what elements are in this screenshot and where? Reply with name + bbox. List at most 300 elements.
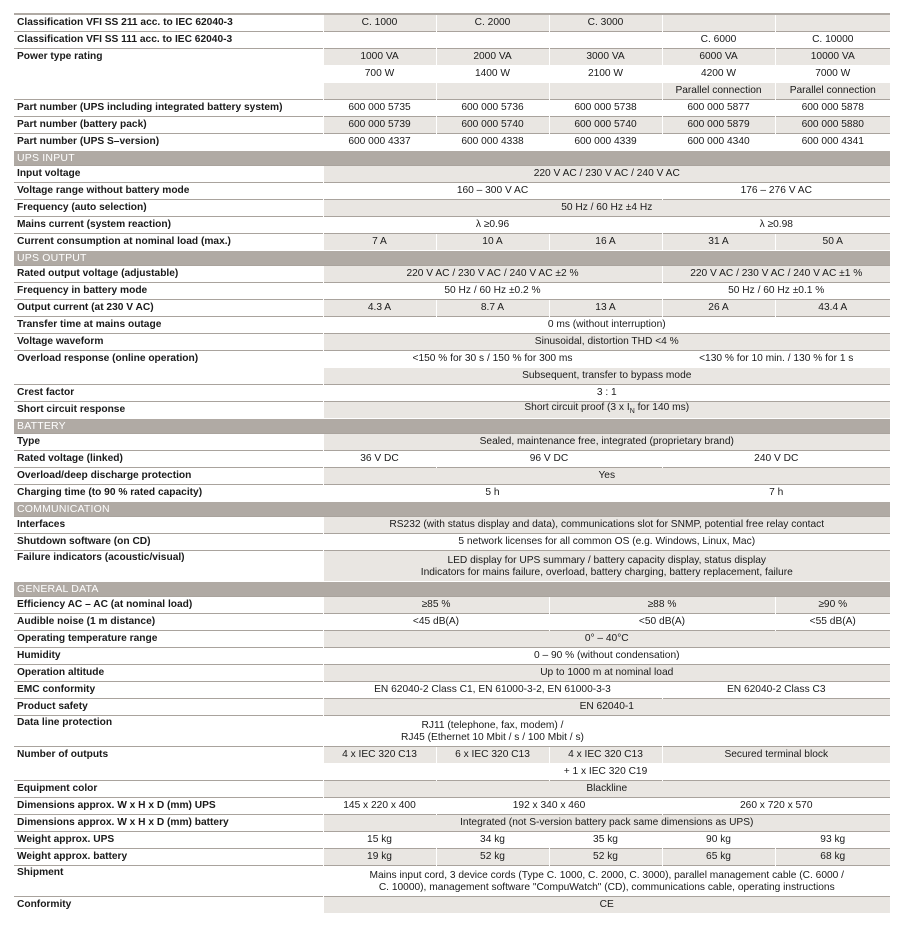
spec-row <box>14 866 890 897</box>
spec-value <box>323 682 662 699</box>
spec-label: Frequency in battery mode <box>14 283 323 300</box>
spec-value-text: 220 V AC / 230 V AC / 240 V AC <box>533 168 680 179</box>
section-title: GENERAL DATA <box>14 582 890 597</box>
spec-value <box>323 614 549 631</box>
spec-value-text: 90 kg <box>706 834 731 846</box>
spec-value-text: Up to 1000 m at nominal load <box>540 667 674 679</box>
spec-value-text: 6000 VA <box>699 51 738 62</box>
spec-value <box>436 49 549 66</box>
spec-label: Weight approx. battery <box>14 849 323 866</box>
ups-spec-table <box>14 13 890 914</box>
spec-label: Frequency (auto selection) <box>14 200 323 217</box>
spec-value <box>323 597 549 614</box>
spec-value <box>323 368 890 385</box>
spec-label: Humidity <box>14 648 323 665</box>
spec-value-text: 600 000 4341 <box>801 136 864 147</box>
spec-value <box>662 283 890 300</box>
spec-value <box>323 631 890 648</box>
spec-row <box>14 32 890 49</box>
spec-row <box>14 517 890 534</box>
spec-row <box>14 468 890 485</box>
spec-row <box>14 385 890 402</box>
spec-value <box>662 300 775 317</box>
spec-label: Rated output voltage (adjustable) <box>14 266 323 283</box>
spec-value-text: 240 V DC <box>754 453 799 465</box>
spec-value <box>775 49 890 66</box>
spec-value <box>662 849 775 866</box>
spec-value-text-line2: C. 10000), management software "CompuWatch" (CD), communications cable, operating instructions <box>378 881 835 893</box>
spec-row <box>14 266 890 283</box>
spec-row <box>14 368 890 385</box>
spec-value <box>662 798 890 815</box>
section-header <box>14 419 890 434</box>
spec-value-text: 600 000 5740 <box>461 119 524 130</box>
spec-row <box>14 614 890 631</box>
spec-value <box>549 597 775 614</box>
spec-row <box>14 100 890 117</box>
spec-value <box>436 764 549 781</box>
spec-value-text: Short circuit proof (3 x I <box>524 402 630 413</box>
spec-value <box>549 66 662 83</box>
spec-value-text: 2100 W <box>587 68 624 79</box>
spec-label: Conformity <box>14 897 323 914</box>
spec-value <box>323 402 890 419</box>
spec-value <box>436 832 549 849</box>
spec-label: Overload response (online operation) <box>14 351 323 368</box>
spec-row <box>14 597 890 614</box>
spec-value-text: 600 000 5878 <box>801 102 864 113</box>
section-header <box>14 151 890 166</box>
spec-value-text: 50 Hz / 60 Hz ±0.1 % <box>728 285 825 296</box>
spec-label: Part number (UPS S–version) <box>14 134 323 151</box>
spec-table-body <box>14 14 890 914</box>
spec-label: Voltage waveform <box>14 334 323 351</box>
spec-value <box>323 434 890 451</box>
spec-row <box>14 699 890 716</box>
spec-value <box>323 32 436 49</box>
spec-value-text: 5 h <box>485 487 500 499</box>
spec-value <box>436 66 549 83</box>
spec-value-text: 36 V DC <box>360 453 399 465</box>
spec-value-text: 600 000 4338 <box>461 136 524 147</box>
spec-value-text: 10 A <box>482 236 503 247</box>
spec-label: Failure indicators (acoustic/visual) <box>14 551 323 582</box>
spec-value <box>662 832 775 849</box>
section-title: UPS OUTPUT <box>14 251 890 266</box>
spec-row <box>14 351 890 368</box>
spec-row <box>14 83 890 100</box>
spec-value-text: Secured terminal block <box>724 749 829 761</box>
spec-value-text: 1000 VA <box>360 51 399 62</box>
spec-value <box>775 134 890 151</box>
spec-label <box>14 764 323 781</box>
spec-value-text: C. 2000 <box>474 17 511 28</box>
spec-value-text: Mains input cord, 3 device cords (Type C. 1000, C. 2000, C. 3000), parallel management cable (C. 6000 / <box>369 870 845 882</box>
spec-value-text: 93 kg <box>820 834 846 846</box>
spec-value <box>775 614 890 631</box>
spec-value <box>323 234 436 251</box>
spec-value-text: LED display for UPS summary / battery capacity display, status display <box>447 555 767 567</box>
spec-value-text: <150 % for 30 s / 150 % for 300 ms <box>412 353 573 364</box>
spec-value <box>323 517 890 534</box>
spec-value <box>323 832 436 849</box>
spec-label: Operating temperature range <box>14 631 323 648</box>
spec-value <box>323 351 662 368</box>
spec-value-text: 15 kg <box>367 834 392 846</box>
spec-value <box>323 49 436 66</box>
spec-value-text: ≥88 % <box>647 599 677 611</box>
spec-value <box>323 468 890 485</box>
spec-value <box>549 764 662 781</box>
spec-value-text: 600 000 4337 <box>348 136 411 147</box>
spec-value-text: Yes <box>598 470 616 482</box>
spec-label: Classification VFI SS 211 acc. to IEC 62040-3 <box>14 14 323 32</box>
spec-label: Audible noise (1 m distance) <box>14 614 323 631</box>
spec-row <box>14 117 890 134</box>
spec-value <box>549 300 662 317</box>
spec-value-text: Parallel connection <box>675 85 762 96</box>
spec-value <box>436 14 549 32</box>
spec-value <box>662 451 890 468</box>
spec-value-text: 50 A <box>822 236 843 247</box>
spec-label: Power type rating <box>14 49 323 66</box>
spec-value-text: Parallel connection <box>789 85 876 96</box>
spec-value-text: + 1 x IEC 320 C19 <box>563 766 648 778</box>
spec-row <box>14 781 890 798</box>
spec-value-text: λ ≥0.98 <box>759 219 793 230</box>
spec-value-text: CE <box>599 899 614 911</box>
spec-value-text: 600 000 5735 <box>348 102 411 113</box>
spec-value-text: λ ≥0.96 <box>475 219 510 230</box>
spec-value <box>323 747 436 764</box>
spec-value-text: C. 1000 <box>361 17 398 28</box>
spec-value <box>323 183 662 200</box>
spec-value-text: 13 A <box>595 302 616 313</box>
spec-value-text: 0 – 90 % (without condensation) <box>533 650 680 662</box>
spec-row <box>14 183 890 200</box>
spec-row <box>14 402 890 419</box>
spec-value-text: 31 A <box>708 236 729 247</box>
section-title: BATTERY <box>14 419 890 434</box>
spec-value-text: 600 000 5739 <box>348 119 411 130</box>
spec-value <box>549 117 662 134</box>
spec-value-text: 43.4 A <box>818 302 848 313</box>
spec-value-text: 35 kg <box>593 834 618 846</box>
spec-value <box>323 485 662 502</box>
spec-value-text: Blackline <box>586 783 628 795</box>
spec-value <box>323 866 890 897</box>
spec-value <box>662 117 775 134</box>
spec-value <box>323 849 436 866</box>
spec-value-text: 160 – 300 V AC <box>456 185 529 196</box>
spec-label: Mains current (system reaction) <box>14 217 323 234</box>
spec-value-text: 600 000 5877 <box>687 102 750 113</box>
spec-value <box>662 682 890 699</box>
spec-value <box>549 614 775 631</box>
spec-value-text: 7000 W <box>815 68 851 79</box>
spec-value-text: 4.3 A <box>367 302 392 313</box>
spec-value-text: 16 A <box>595 236 616 247</box>
spec-value-text: EN 62040-2 Class C3 <box>726 684 826 696</box>
spec-value <box>323 100 436 117</box>
section-header <box>14 251 890 266</box>
spec-value-text: 96 V DC <box>529 453 569 465</box>
spec-label: Data line protection <box>14 716 323 747</box>
spec-value <box>436 234 549 251</box>
spec-value <box>549 134 662 151</box>
spec-value-text: 68 kg <box>820 851 846 863</box>
spec-value-text: Sealed, maintenance free, integrated (proprietary brand) <box>479 436 734 448</box>
spec-row <box>14 716 890 747</box>
spec-label: Shipment <box>14 866 323 897</box>
spec-value <box>323 134 436 151</box>
spec-label: Type <box>14 434 323 451</box>
spec-row <box>14 551 890 582</box>
spec-value <box>549 32 662 49</box>
spec-value <box>775 66 890 83</box>
spec-value-text: 600 000 5880 <box>801 119 864 130</box>
spec-value-text: Subsequent, transfer to bypass mode <box>522 370 692 381</box>
spec-value-text: 4200 W <box>700 68 737 79</box>
spec-value <box>436 117 549 134</box>
spec-value <box>549 14 662 32</box>
spec-value <box>775 597 890 614</box>
section-header <box>14 582 890 597</box>
spec-value-text: RS232 (with status display and data), communications slot for SNMP, potential free relay contact <box>389 519 825 531</box>
spec-value <box>549 849 662 866</box>
spec-value <box>775 300 890 317</box>
spec-value <box>323 534 890 551</box>
spec-row <box>14 485 890 502</box>
spec-value-text: Integrated (not S-version battery pack same dimensions as UPS) <box>460 817 754 829</box>
spec-label: Part number (UPS including integrated battery system) <box>14 100 323 117</box>
spec-row <box>14 14 890 32</box>
spec-value-text: 4 x IEC 320 C13 <box>342 749 417 761</box>
spec-row <box>14 648 890 665</box>
section-header <box>14 502 890 517</box>
spec-value <box>775 832 890 849</box>
spec-value <box>662 747 890 764</box>
spec-value-text: 220 V AC / 230 V AC / 240 V AC ±2 % <box>406 268 579 279</box>
spec-value <box>775 849 890 866</box>
spec-value-text-after: for 140 ms) <box>634 402 690 413</box>
spec-row <box>14 534 890 551</box>
spec-value <box>323 551 890 582</box>
spec-value <box>662 351 890 368</box>
spec-value <box>323 781 890 798</box>
spec-label: Part number (battery pack) <box>14 117 323 134</box>
spec-value <box>662 485 890 502</box>
spec-value <box>662 49 775 66</box>
spec-value <box>323 166 890 183</box>
spec-value-text: 19 kg <box>367 851 392 863</box>
spec-value <box>436 32 549 49</box>
spec-value <box>662 183 890 200</box>
spec-value-text: 700 W <box>364 68 395 79</box>
spec-value-text: 6 x IEC 320 C13 <box>455 749 530 761</box>
spec-value <box>662 217 890 234</box>
spec-row <box>14 682 890 699</box>
spec-value <box>436 849 549 866</box>
spec-value-text: 176 – 276 V AC <box>740 185 812 196</box>
spec-value <box>662 83 775 100</box>
spec-label: Input voltage <box>14 166 323 183</box>
spec-value <box>549 747 662 764</box>
spec-value-text: ≥90 % <box>818 599 848 611</box>
spec-value-text: <130 % for 10 min. / 130 % for 1 s <box>699 353 854 364</box>
spec-value-text: Sinusoidal, distortion THD <4 % <box>534 336 679 347</box>
spec-value-text: 52 kg <box>593 851 618 863</box>
spec-value-text: 8.7 A <box>480 302 505 313</box>
spec-value <box>323 451 436 468</box>
spec-value-text: 2000 VA <box>473 51 512 62</box>
spec-value <box>323 14 436 32</box>
spec-value <box>662 32 775 49</box>
spec-value <box>323 317 890 334</box>
spec-row <box>14 631 890 648</box>
spec-label: Weight approx. UPS <box>14 832 323 849</box>
spec-value <box>323 815 890 832</box>
spec-value <box>323 764 436 781</box>
spec-value <box>323 716 662 747</box>
spec-value-text: EN 62040-2 Class C1, EN 61000-3-2, EN 61000-3-3 <box>374 684 611 696</box>
spec-row <box>14 434 890 451</box>
spec-value <box>436 451 662 468</box>
spec-value <box>323 665 890 682</box>
spec-label: Number of outputs <box>14 747 323 764</box>
spec-value <box>436 134 549 151</box>
spec-value <box>775 100 890 117</box>
spec-value <box>436 100 549 117</box>
spec-value-text: 26 A <box>708 302 729 313</box>
spec-value-text: <45 dB(A) <box>412 616 460 628</box>
spec-value <box>323 798 436 815</box>
spec-value-text: 7 h <box>769 487 784 499</box>
spec-row <box>14 764 890 781</box>
spec-label: Short circuit response <box>14 402 323 419</box>
spec-value-text: 260 x 720 x 570 <box>739 800 813 812</box>
spec-value-text: <50 dB(A) <box>638 616 686 628</box>
spec-value <box>775 32 890 49</box>
spec-label: Shutdown software (on CD) <box>14 534 323 551</box>
spec-value <box>436 83 549 100</box>
spec-row <box>14 49 890 66</box>
spec-value-text: <55 dB(A) <box>809 616 856 628</box>
spec-value-subscript: N <box>629 408 635 416</box>
spec-label: Charging time (to 90 % rated capacity) <box>14 485 323 502</box>
spec-value <box>549 832 662 849</box>
spec-row <box>14 665 890 682</box>
spec-label <box>14 83 323 100</box>
spec-value-text: 3000 VA <box>586 51 625 62</box>
section-title: COMMUNICATION <box>14 502 890 517</box>
spec-value-text: 192 x 340 x 460 <box>512 800 586 812</box>
spec-label: Product safety <box>14 699 323 716</box>
spec-value-text: C. 10000 <box>812 34 854 45</box>
spec-label: Crest factor <box>14 385 323 402</box>
spec-value-text-line2: Indicators for mains failure, overload, battery charging, battery replacement, failure <box>420 566 793 578</box>
spec-value <box>549 83 662 100</box>
spec-label: Interfaces <box>14 517 323 534</box>
spec-row <box>14 217 890 234</box>
spec-value-text: ≥85 % <box>421 599 451 611</box>
spec-label <box>14 66 323 83</box>
spec-value-text: 5 network licenses for all common OS (e.g. Windows, Linux, Mac) <box>458 536 756 548</box>
spec-label: Dimensions approx. W x H x D (mm) UPS <box>14 798 323 815</box>
spec-value <box>662 14 775 32</box>
spec-value-text: 0° – 40°C <box>584 633 629 645</box>
spec-label: Transfer time at mains outage <box>14 317 323 334</box>
spec-value <box>549 49 662 66</box>
spec-value-text: 7 A <box>372 236 387 247</box>
spec-value-text: 600 000 5736 <box>461 102 524 113</box>
section-title: UPS INPUT <box>14 151 890 166</box>
spec-value-text: 145 x 220 x 400 <box>343 800 416 812</box>
spec-label: Overload/deep discharge protection <box>14 468 323 485</box>
spec-value <box>775 234 890 251</box>
spec-value-text: 0 ms (without interruption) <box>547 319 666 330</box>
spec-label: Output current (at 230 V AC) <box>14 300 323 317</box>
spec-value <box>662 234 775 251</box>
spec-row <box>14 747 890 764</box>
spec-value <box>436 798 662 815</box>
spec-value-text: 220 V AC / 230 V AC / 240 V AC ±1 % <box>690 268 863 279</box>
spec-value-text: C. 6000 <box>700 34 737 45</box>
spec-row <box>14 200 890 217</box>
spec-value-text: 50 Hz / 60 Hz ±4 Hz <box>561 202 653 213</box>
spec-value <box>662 266 890 283</box>
spec-row <box>14 815 890 832</box>
spec-value-text: 4 x IEC 320 C13 <box>568 749 643 761</box>
spec-value-text: EN 62040-1 <box>579 701 634 713</box>
spec-value <box>436 300 549 317</box>
spec-value-text: 10000 VA <box>810 51 855 62</box>
spec-label: Equipment color <box>14 781 323 798</box>
spec-value <box>323 385 890 402</box>
spec-value-text: 3 : 1 <box>596 387 617 398</box>
spec-value <box>323 66 436 83</box>
spec-row <box>14 166 890 183</box>
spec-value <box>662 716 890 747</box>
spec-row <box>14 317 890 334</box>
spec-label: EMC conformity <box>14 682 323 699</box>
spec-label: Efficiency AC – AC (at nominal load) <box>14 597 323 614</box>
spec-value <box>436 747 549 764</box>
spec-value-text: 50 Hz / 60 Hz ±0.2 % <box>444 285 541 296</box>
spec-label: Classification VFI SS 111 acc. to IEC 62040-3 <box>14 32 323 49</box>
spec-value-text: 600 000 4340 <box>687 136 750 147</box>
spec-value <box>323 200 890 217</box>
spec-value <box>323 648 890 665</box>
spec-value <box>323 897 890 914</box>
spec-value-text: 600 000 5879 <box>687 119 750 130</box>
spec-label <box>14 368 323 385</box>
spec-label: Current consumption at nominal load (max.) <box>14 234 323 251</box>
spec-row <box>14 451 890 468</box>
spec-value-text: 65 kg <box>706 851 731 863</box>
spec-row <box>14 66 890 83</box>
spec-value-text: C. 3000 <box>587 17 624 28</box>
spec-value-text: 600 000 5740 <box>574 119 637 130</box>
spec-row <box>14 832 890 849</box>
spec-value-text: 600 000 4339 <box>574 136 637 147</box>
spec-value-text: 600 000 5738 <box>574 102 637 113</box>
spec-value <box>662 66 775 83</box>
spec-value <box>323 83 436 100</box>
spec-value <box>323 334 890 351</box>
spec-value <box>662 100 775 117</box>
spec-value <box>662 764 890 781</box>
